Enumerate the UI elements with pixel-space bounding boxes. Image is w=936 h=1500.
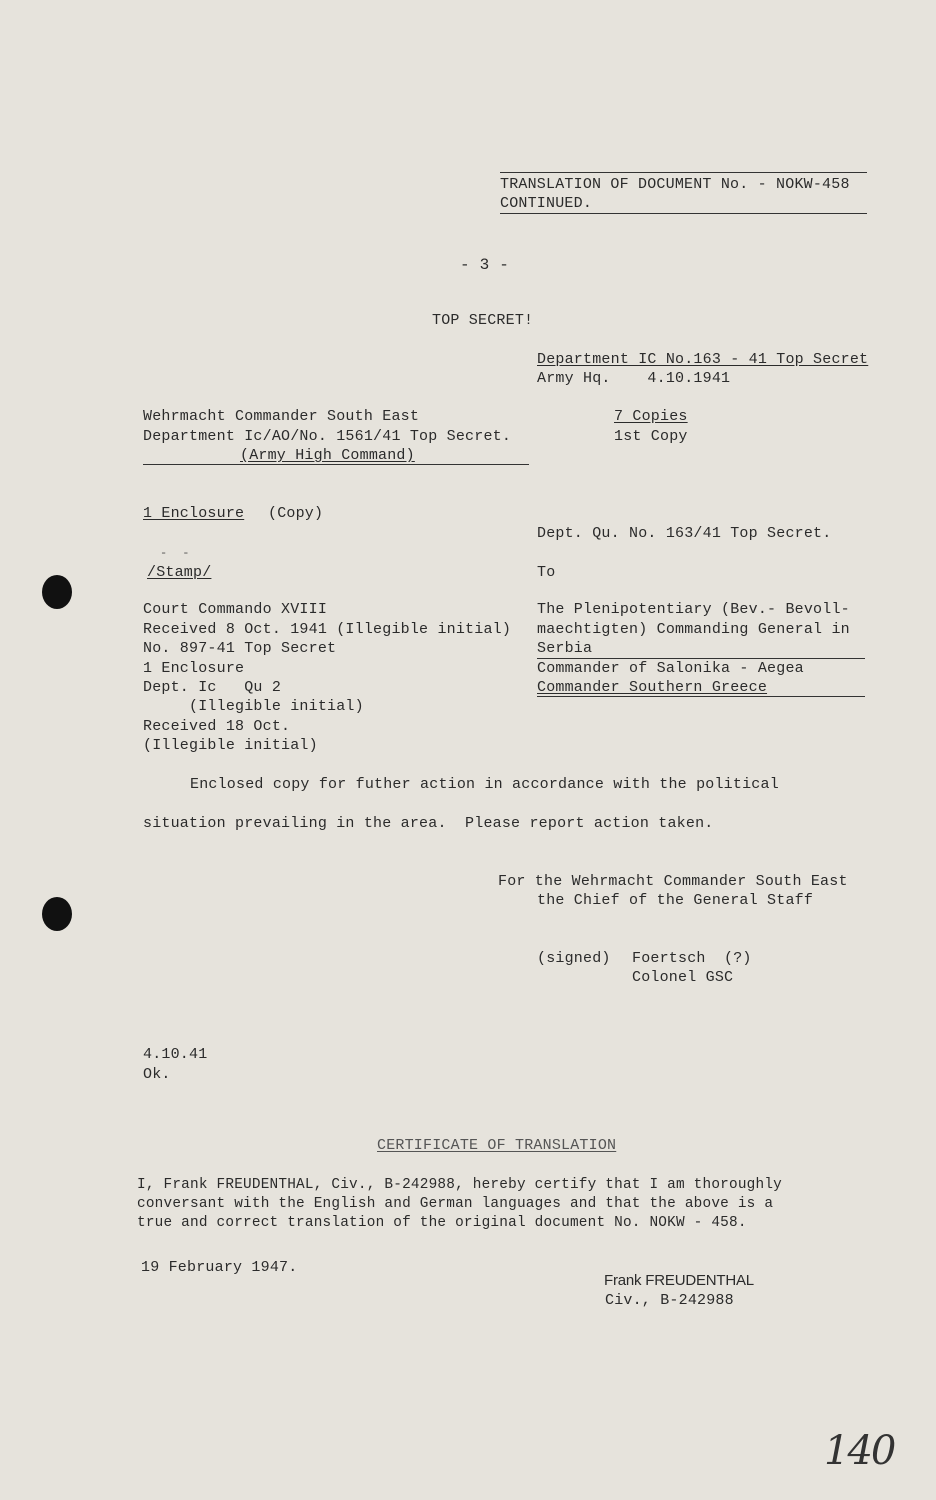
handwritten-page-number: 140 (824, 1428, 895, 1474)
stamp-line: Received 8 Oct. 1941 (Illegible initial) (143, 621, 512, 638)
signoff-name: Foertsch (?) (632, 950, 752, 967)
enclosure-label: 1 Enclosure (143, 505, 245, 522)
signoff-line-2: the Chief of the General Staff (537, 892, 814, 909)
punch-hole-bottom (42, 897, 72, 931)
stamp-label: /Stamp/ (147, 564, 212, 581)
date-note-line-1: 4.10.41 (143, 1046, 208, 1063)
signoff-signed: (signed) (537, 950, 611, 967)
punch-hole-top (42, 575, 72, 609)
stamp-line: Dept. Ic Qu 2 (143, 679, 282, 696)
copies-line-1: 7 Copies (614, 408, 688, 425)
to-label: To (537, 564, 556, 581)
stamp-line: Received 18 Oct. (143, 718, 291, 735)
header-rule-bottom (500, 213, 867, 214)
recipient-line: Commander Southern Greece (537, 679, 768, 696)
stamp-line: No. 897-41 Top Secret (143, 640, 337, 657)
page-number: - 3 - (460, 256, 510, 274)
certificate-title: CERTIFICATE OF TRANSLATION (377, 1137, 617, 1154)
certificate-line-1: I, Frank FREUDENTHAL, Civ., B-242988, hereby certify that I am thoroughly (137, 1177, 783, 1193)
enclosure-note: (Copy) (268, 505, 324, 522)
body-line-2: situation prevailing in the area. Please report action taken. (143, 815, 714, 832)
recipient-line: The Plenipotentiary (Bev.- Bevoll- (537, 601, 850, 618)
header-line-1: TRANSLATION OF DOCUMENT No. - NOKW-458 (500, 176, 850, 193)
sender-line-1: Wehrmacht Commander South East (143, 408, 420, 425)
sender-rule (143, 464, 529, 465)
certificate-line-2: conversant with the English and German languages and that the above is a (137, 1196, 774, 1212)
certificate-signature-name: Frank FREUDENTHAL (604, 1272, 754, 1289)
dept-ref-line-2: Army Hq. 4.10.1941 (537, 370, 731, 387)
recipient-line: maechtigten) Commanding General in (537, 621, 850, 638)
stamp-line: Court Commando XVIII (143, 601, 328, 618)
stamp-line: (Illegible initial) (143, 698, 364, 715)
certificate-signature-id: Civ., B-242988 (605, 1292, 734, 1309)
signoff-line-1: For the Wehrmacht Commander South East (498, 873, 848, 890)
certificate-date: 19 February 1947. (141, 1259, 298, 1276)
copies-line-2: 1st Copy (614, 428, 688, 445)
sender-line-2: Department Ic/AO/No. 1561/41 Top Secret. (143, 428, 512, 445)
body-line-1: Enclosed copy for futher action in accordance with the political (190, 776, 779, 793)
stamp-line: 1 Enclosure (143, 660, 245, 677)
recipient-rule-2 (537, 696, 865, 697)
date-note-line-2: Ok. (143, 1066, 171, 1083)
recipient-line: Serbia (537, 640, 593, 657)
stamp-marks: - - (160, 546, 190, 560)
header-line-2: CONTINUED. (500, 195, 593, 212)
recipient-line: Commander of Salonika - Aegea (537, 660, 804, 677)
certificate-line-3: true and correct translation of the original document No. NOKW - 458. (137, 1215, 747, 1231)
stamp-line: (Illegible initial) (143, 737, 318, 754)
classification: TOP SECRET! (432, 312, 534, 329)
dept-ref-line-1: Department IC No.163 - 41 Top Secret (537, 351, 869, 368)
signoff-rank: Colonel GSC (632, 969, 734, 986)
dept-qu-ref: Dept. Qu. No. 163/41 Top Secret. (537, 525, 832, 542)
header-rule-top (500, 172, 867, 173)
sender-line-3: (Army High Command) (240, 447, 415, 464)
